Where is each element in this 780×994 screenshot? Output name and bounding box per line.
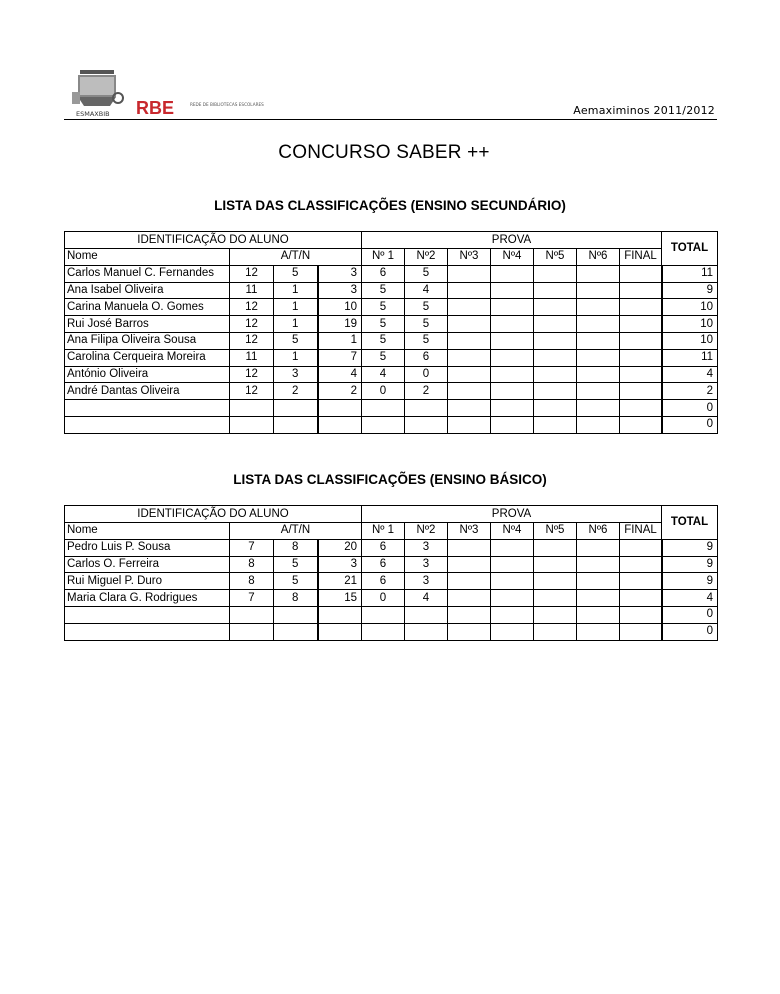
round-5-header: Nº5 [534,249,577,266]
total-score-cell: 11 [662,349,718,366]
number-cell: 10 [318,299,362,316]
total-header: TOTAL [662,506,718,540]
student-name-cell: Carolina Cerqueira Moreira [65,349,230,366]
year-cell: 8 [230,573,274,590]
name-column-header: Nome [65,249,230,266]
number-cell: 21 [318,573,362,590]
round-4-header: Nº4 [491,523,534,540]
round-3-score-cell [448,590,491,607]
round-5-score-cell [534,416,577,433]
class-cell [274,606,318,623]
student-name-cell [65,606,230,623]
round-4-score-cell [491,400,534,417]
rbe-logo-text: RBE [136,98,175,118]
round-5-score-cell [534,265,577,282]
student-name-cell: Maria Clara G. Rodrigues [65,590,230,607]
round-1-score-cell: 6 [362,265,405,282]
classification-table-secundario [64,231,718,434]
round-2-score-cell: 3 [405,539,448,556]
round-6-score-cell [577,299,620,316]
year-cell: 7 [230,590,274,607]
year-cell: 7 [230,539,274,556]
final-round-score-cell [620,606,662,623]
final-round-header: FINAL [620,249,662,266]
table-row [65,400,718,417]
section-title-secundario: LISTA DAS CLASSIFICAÇÕES (ENSINO SECUNDÁRIO) [214,198,566,213]
total-score-cell: 10 [662,316,718,333]
final-round-score-cell [620,366,662,383]
student-name-cell: André Dantas Oliveira [65,383,230,400]
round-6-score-cell [577,316,620,333]
final-round-score-cell [620,349,662,366]
class-cell: 5 [274,556,318,573]
year-cell [230,623,274,640]
atn-column-header: A/T/N [230,249,362,266]
round-5-score-cell [534,349,577,366]
round-1-header: Nº 1 [362,249,405,266]
final-round-score-cell [620,316,662,333]
round-3-score-cell [448,400,491,417]
round-3-score-cell [448,265,491,282]
number-cell: 2 [318,383,362,400]
final-round-score-cell [620,299,662,316]
round-6-score-cell [577,539,620,556]
class-cell [274,400,318,417]
number-cell [318,606,362,623]
round-6-score-cell [577,573,620,590]
round-2-header: Nº2 [405,249,448,266]
round-6-score-cell [577,265,620,282]
number-cell: 4 [318,366,362,383]
prova-header: PROVA [362,506,662,523]
round-4-score-cell [491,573,534,590]
final-round-header: FINAL [620,523,662,540]
round-3-score-cell [448,282,491,299]
table-row [65,556,718,573]
total-score-cell: 0 [662,623,718,640]
year-cell [230,416,274,433]
class-cell: 3 [274,366,318,383]
total-score-cell: 0 [662,416,718,433]
number-cell: 20 [318,539,362,556]
round-3-score-cell [448,416,491,433]
total-score-cell: 9 [662,556,718,573]
number-cell: 3 [318,265,362,282]
student-name-cell [65,416,230,433]
final-round-score-cell [620,416,662,433]
round-5-score-cell [534,299,577,316]
year-cell [230,400,274,417]
final-round-score-cell [620,282,662,299]
round-2-score-cell: 5 [405,265,448,282]
class-cell: 5 [274,573,318,590]
round-4-score-cell [491,332,534,349]
student-name-cell: Ana Isabel Oliveira [65,282,230,299]
class-cell: 1 [274,282,318,299]
year-cell: 12 [230,265,274,282]
year-cell: 12 [230,316,274,333]
identification-header: IDENTIFICAÇÃO DO ALUNO [65,506,362,523]
year-cell: 8 [230,556,274,573]
student-name-cell [65,400,230,417]
table-row [65,590,718,607]
student-name-cell: Ana Filipa Oliveira Sousa [65,332,230,349]
round-1-score-cell: 6 [362,556,405,573]
final-round-score-cell [620,573,662,590]
round-3-header: Nº3 [448,249,491,266]
round-6-score-cell [577,366,620,383]
round-5-score-cell [534,590,577,607]
round-5-score-cell [534,539,577,556]
total-score-cell: 4 [662,366,718,383]
round-1-score-cell [362,416,405,433]
round-4-score-cell [491,383,534,400]
student-name-cell: Carina Manuela O. Gomes [65,299,230,316]
round-2-score-cell: 6 [405,349,448,366]
round-2-score-cell [405,416,448,433]
round-5-score-cell [534,383,577,400]
round-3-score-cell [448,623,491,640]
class-cell: 1 [274,349,318,366]
round-4-score-cell [491,316,534,333]
round-3-score-cell [448,366,491,383]
number-cell: 7 [318,349,362,366]
name-column-header: Nome [65,523,230,540]
student-name-cell: Carlos O. Ferreira [65,556,230,573]
round-6-score-cell [577,383,620,400]
page-header [64,66,717,120]
final-round-score-cell [620,590,662,607]
year-cell: 11 [230,349,274,366]
class-cell [274,416,318,433]
number-cell: 1 [318,332,362,349]
year-cell: 12 [230,383,274,400]
round-6-score-cell [577,606,620,623]
round-4-score-cell [491,349,534,366]
total-score-cell: 4 [662,590,718,607]
round-3-score-cell [448,316,491,333]
round-2-score-cell: 5 [405,332,448,349]
round-4-score-cell [491,265,534,282]
round-3-score-cell [448,332,491,349]
total-score-cell: 9 [662,573,718,590]
final-round-score-cell [620,556,662,573]
table-row [65,573,718,590]
round-4-score-cell [491,416,534,433]
table-row [65,299,718,316]
round-4-score-cell [491,590,534,607]
class-cell: 8 [274,539,318,556]
student-name-cell: Rui Miguel P. Duro [65,573,230,590]
round-3-score-cell [448,606,491,623]
total-score-cell: 2 [662,383,718,400]
table-row [65,539,718,556]
round-1-score-cell: 6 [362,539,405,556]
round-1-score-cell: 5 [362,316,405,333]
school-year-label: Aemaximinos 2011/2012 [573,104,715,117]
year-cell [230,606,274,623]
prova-header: PROVA [362,232,662,249]
rbe-logo-subtitle: REDE DE BIBLIOTECAS ESCOLARES [190,102,264,107]
round-1-score-cell: 4 [362,366,405,383]
round-6-score-cell [577,282,620,299]
student-name-cell: Rui José Barros [65,316,230,333]
table-row [65,623,718,640]
round-3-score-cell [448,299,491,316]
total-header: TOTAL [662,232,718,266]
total-score-cell: 0 [662,400,718,417]
round-3-header: Nº3 [448,523,491,540]
number-cell [318,400,362,417]
table-row [65,416,718,433]
table-row [65,383,718,400]
round-1-score-cell: 5 [362,349,405,366]
year-cell: 12 [230,299,274,316]
final-round-score-cell [620,539,662,556]
table-row [65,332,718,349]
round-1-score-cell [362,400,405,417]
round-6-header: Nº6 [577,523,620,540]
classification-table-basico [64,505,718,641]
round-6-score-cell [577,556,620,573]
atn-column-header: A/T/N [230,523,362,540]
student-name-cell: António Oliveira [65,366,230,383]
total-score-cell: 9 [662,282,718,299]
round-4-header: Nº4 [491,249,534,266]
round-2-score-cell: 3 [405,556,448,573]
round-4-score-cell [491,282,534,299]
year-cell: 12 [230,332,274,349]
round-2-score-cell: 3 [405,573,448,590]
round-2-score-cell: 4 [405,590,448,607]
round-3-score-cell [448,349,491,366]
number-cell: 19 [318,316,362,333]
round-1-score-cell: 0 [362,383,405,400]
class-cell: 5 [274,332,318,349]
round-6-score-cell [577,332,620,349]
round-5-score-cell [534,400,577,417]
number-cell: 15 [318,590,362,607]
round-6-score-cell [577,623,620,640]
final-round-score-cell [620,332,662,349]
round-2-score-cell: 2 [405,383,448,400]
header-divider [64,119,717,120]
year-cell: 11 [230,282,274,299]
final-round-score-cell [620,265,662,282]
round-1-score-cell [362,606,405,623]
class-cell: 8 [274,590,318,607]
round-1-score-cell: 6 [362,573,405,590]
round-2-score-cell [405,623,448,640]
total-score-cell: 10 [662,299,718,316]
section-title-basico: LISTA DAS CLASSIFICAÇÕES (ENSINO BÁSICO) [233,472,547,487]
round-2-score-cell: 5 [405,299,448,316]
class-cell: 1 [274,299,318,316]
school-logo-text: ESMAXBIB [76,110,110,118]
round-2-header: Nº2 [405,523,448,540]
round-2-score-cell: 5 [405,316,448,333]
final-round-score-cell [620,383,662,400]
round-3-score-cell [448,383,491,400]
number-cell: 3 [318,282,362,299]
class-cell: 1 [274,316,318,333]
total-score-cell: 10 [662,332,718,349]
total-score-cell: 11 [662,265,718,282]
round-5-score-cell [534,366,577,383]
round-6-score-cell [577,349,620,366]
round-3-score-cell [448,573,491,590]
round-2-score-cell: 0 [405,366,448,383]
round-5-header: Nº5 [534,523,577,540]
round-1-score-cell [362,623,405,640]
round-1-score-cell: 0 [362,590,405,607]
round-6-header: Nº6 [577,249,620,266]
round-4-score-cell [491,299,534,316]
round-6-score-cell [577,400,620,417]
page-title: CONCURSO SABER ++ [278,142,490,163]
round-1-score-cell: 5 [362,332,405,349]
round-3-score-cell [448,556,491,573]
number-cell [318,623,362,640]
round-5-score-cell [534,573,577,590]
class-cell: 2 [274,383,318,400]
identification-header: IDENTIFICAÇÃO DO ALUNO [65,232,362,249]
class-cell [274,623,318,640]
final-round-score-cell [620,623,662,640]
student-name-cell [65,623,230,640]
round-6-score-cell [577,416,620,433]
student-name-cell: Pedro Luis P. Sousa [65,539,230,556]
table-row [65,282,718,299]
total-score-cell: 9 [662,539,718,556]
table-row [65,316,718,333]
school-crest-logo [70,66,126,118]
table-row [65,606,718,623]
round-5-score-cell [534,316,577,333]
round-3-score-cell [448,539,491,556]
round-4-score-cell [491,366,534,383]
round-1-header: Nº 1 [362,523,405,540]
round-5-score-cell [534,556,577,573]
number-cell: 3 [318,556,362,573]
rbe-network-logo [136,98,264,118]
round-5-score-cell [534,332,577,349]
round-4-score-cell [491,606,534,623]
round-5-score-cell [534,623,577,640]
table-row [65,366,718,383]
class-cell: 5 [274,265,318,282]
round-1-score-cell: 5 [362,299,405,316]
year-cell: 12 [230,366,274,383]
round-2-score-cell [405,606,448,623]
final-round-score-cell [620,400,662,417]
round-5-score-cell [534,282,577,299]
round-2-score-cell [405,400,448,417]
round-1-score-cell: 5 [362,282,405,299]
student-name-cell: Carlos Manuel C. Fernandes [65,265,230,282]
round-4-score-cell [491,623,534,640]
round-6-score-cell [577,590,620,607]
table-row [65,265,718,282]
round-4-score-cell [491,556,534,573]
round-5-score-cell [534,606,577,623]
table-row [65,349,718,366]
round-4-score-cell [491,539,534,556]
round-2-score-cell: 4 [405,282,448,299]
number-cell [318,416,362,433]
total-score-cell: 0 [662,606,718,623]
